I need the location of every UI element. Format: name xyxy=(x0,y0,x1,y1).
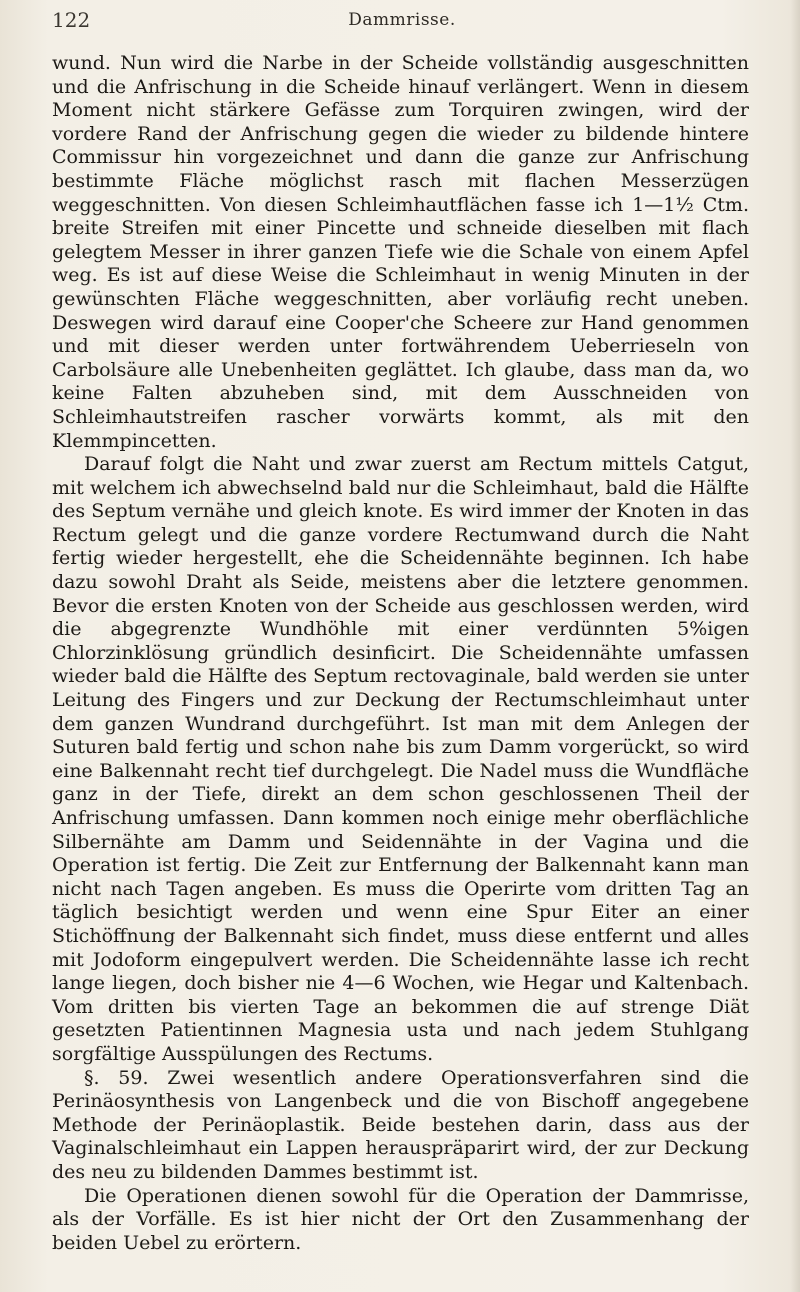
page-header xyxy=(52,8,752,38)
page-number: 122 xyxy=(52,8,91,32)
paragraph: §. 59. Zwei wesentlich andere Operationsverfahren sind die Perinäosynthesis von Langenbeck und die von Bischoff angegebene Methode der Perinäoplastik. Beide bestehen darin, dass aus der Vaginalschleimhaut ein Lappen herauspräparirt wird, der zur Deckung des neu zu bildenden Dammes bestimmt ist. xyxy=(52,1066,749,1183)
body-text xyxy=(52,52,749,1255)
paragraph: Die Operationen dienen sowohl für die Operation der Dammrisse, als der Vorfälle. Es ist hier nicht der Ort den Zusammenhang der beiden Uebel zu erörtern. xyxy=(52,1184,749,1254)
page-edge-shadow xyxy=(790,0,800,1292)
paragraph: wund. Nun wird die Narbe in der Scheide vollständig ausgeschnitten und die Anfrischung in die Scheide hinauf verlängert. Wenn in diesem Moment nicht stärkere Gefässe zum Torquiren zwingen, wird der vordere Rand der Anfrischung gegen die wieder zu bildende hintere Commissur hin vorgezeichnet und dann die ganze zur Anfrischung bestimmte Fläche möglichst rasch mit flachen Messerzügen weggeschnitten. Von diesen Schleimhautflächen fasse ich 1—1½ Ctm. breite Streifen mit einer Pincette und schneide dieselben mit flach gelegtem Messer in ihrer ganzen Tiefe wie die Schale von einem Apfel weg. Es ist auf diese Weise die Schleimhaut in wenig Minuten in der gewünschten Fläche weggeschnitten, aber vorläufig recht uneben. Deswegen wird darauf eine Cooper'che Scheere zur Hand genommen und mit dieser werden unter fortwährendem Ueberrieseln von Carbolsäure alle Unebenheiten geglättet. Ich glaube, dass man da, wo keine Falten abzuheben sind, mit dem Ausschneiden von Schleimhautstreifen rascher vorwärts kommt, als mit den Klemmpincetten. xyxy=(52,52,749,452)
running-head: Dammrisse. xyxy=(348,10,456,30)
paragraph: Darauf folgt die Naht und zwar zuerst am Rectum mittels Catgut, mit welchem ich abwechselnd bald nur die Schleimhaut, bald die Hälfte des Septum vernähe und gleich knote. Es wird immer der Knoten in das Rectum gelegt und die ganze vordere Rectumwand durch die Naht fertig wieder hergestellt, ehe die Scheidennähte beginnen. Ich habe dazu sowohl Draht als Seide, meistens aber die letztere genommen. Bevor die ersten Knoten von der Scheide aus geschlossen werden, wird die abgegrenzte Wundhöhle mit einer verdünnten 5%igen Chlorzinklösung gründlich desinficirt. Die Scheidennähte umfassen wieder bald die Hälfte des Septum rectovaginale, bald werden sie unter Leitung des Fingers und zur Deckung der Rectumschleimhaut unter dem ganzen Wundrand durchgeführt. Ist man mit dem Anlegen der Suturen bald fertig und schon nahe bis zum Damm vorgerückt, so wird eine Balkennaht recht tief durchgelegt. Die Nadel muss die Wundfläche ganz in der Tiefe, direkt an dem schon geschlossenen Theil der Anfrischung umfassen. Dann kommen noch einige mehr oberflächliche Silbernähte am Damm und Seidennähte in der Vagina und die Operation ist fertig. Die Zeit zur Entfernung der Balkennaht kann man nicht nach Tagen angeben. Es muss die Operirte vom dritten Tag an täglich besichtigt werden und wenn eine Spur Eiter an einer Stichöffnung der Balkennaht sich findet, muss diese entfernt und alles mit Jodoform eingepulvert werden. Die Scheidennähte lasse ich recht lange liegen, doch bisher nie 4—6 Wochen, wie Hegar und Kaltenbach. Vom dritten bis vierten Tage an bekommen die auf strenge Diät gesetzten Patientinnen Magnesia usta und nach jedem Stuhlgang sorgfältige Ausspülungen des Rectums. xyxy=(52,453,749,1065)
